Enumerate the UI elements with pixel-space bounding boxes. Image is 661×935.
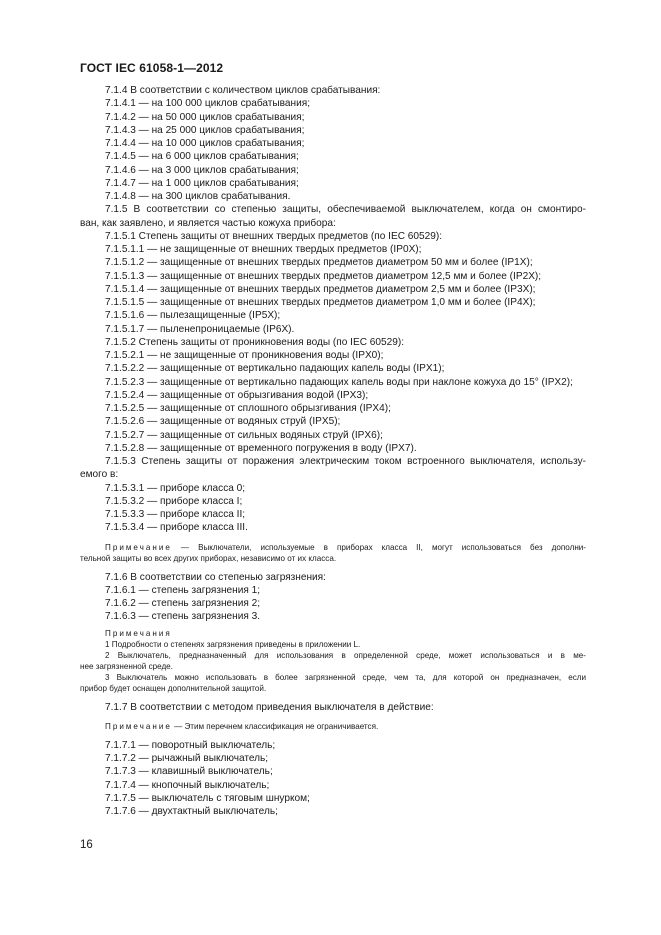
page-number: 16 <box>80 839 93 851</box>
list-item: 7.1.5.2 Степень защиты от проникновения воды (по IEC 60529): <box>105 336 405 348</box>
pollution-list <box>80 571 586 624</box>
spacer <box>80 535 586 542</box>
note-1 <box>80 542 586 564</box>
paragraph-717: 7.1.7 В соответствии с методом приведения выключателя в действие: <box>105 701 434 713</box>
note-line: 2 Выключатель, предназначенный для использования в определенной среде, может использоваться и в ме- <box>105 650 586 660</box>
paragraph-line: емого в: <box>80 469 119 481</box>
protection-list <box>80 230 586 455</box>
list-item: 7.1.6.2 — степень загрязнения 2; <box>105 598 261 609</box>
cycles-list <box>80 84 586 203</box>
list-item: 7.1.5.1.5 — защищенные от внешних твердых предметов диаметром 1,0 мм и более (IP4X); <box>105 297 536 308</box>
actuation-list <box>80 739 586 819</box>
document-header: ГОСТ IEC 61058-1—2012 <box>80 61 224 75</box>
note-label: Примечание <box>105 721 172 731</box>
list-item: 7.1.6 В соответствии со степенью загрязнения: <box>105 571 326 583</box>
paragraph-line: ван, как заявлено, и является частью кожуха прибора: <box>80 217 336 229</box>
paragraph-7153 <box>80 455 586 482</box>
list-item: 7.1.5.3.1 — приборе класса 0; <box>105 482 246 494</box>
list-item: 7.1.4.7 — на 1 000 циклов срабатывания; <box>105 177 299 189</box>
list-item: 7.1.5.3.2 — приборе класса I; <box>105 495 243 507</box>
list-item: 7.1.5.1.7 — пыленепроницаемые (IP6X). <box>105 323 295 335</box>
list-item: 7.1.5.1.2 — защищенные от внешних твердых предметов диаметром 50 мм и более (IP1X); <box>105 257 533 269</box>
list-item: 7.1.5.2.5 — защищенные от сплошного обрызгивания (IPX4); <box>105 403 391 414</box>
class-list <box>80 482 586 535</box>
note-text: — Выключатели, используемые в приборах класса II, могут использоваться без дополни- <box>180 542 587 552</box>
note-3 <box>80 721 586 732</box>
list-item: 7.1.5.3.4 — приборе класса III. <box>105 522 248 534</box>
list-item: 7.1.5.2.4 — защищенные от обрызгивания водой (IPX3); <box>105 389 369 401</box>
note-line: прибор будет оснащен дополнительной защитой. <box>80 683 267 693</box>
note-line <box>80 542 586 553</box>
list-item: 7.1.4.6 — на 3 000 циклов срабатывания; <box>105 164 299 176</box>
list-item: 7.1.6.3 — степень загрязнения 3. <box>105 611 261 623</box>
list-item: 7.1.5.2.7 — защищенные от сильных водяных струй (IPX6); <box>105 429 383 441</box>
notes-label: Примечания <box>105 628 172 638</box>
list-item: 7.1.7.6 — двухтактный выключатель; <box>105 806 278 817</box>
note-line: нее загрязненной среде. <box>80 661 173 671</box>
list-item: 7.1.5.2.3 — защищенные от вертикально падающих капель воды при наклоне кожуха до 15° (IPX2); <box>105 376 573 388</box>
list-item: 7.1.4.4 — на 10 000 циклов срабатывания; <box>105 138 305 149</box>
list-item: 7.1.4 В соответствии с количеством циклов срабатывания: <box>105 85 381 96</box>
spacer <box>80 694 586 701</box>
note-label: Примечание <box>105 542 172 552</box>
list-item: 7.1.4.8 — на 300 циклов срабатывания. <box>105 191 291 202</box>
spacer <box>80 732 586 739</box>
list-item: 7.1.6.1 — степень загрязнения 1; <box>105 584 261 596</box>
list-item: 7.1.5.2.8 — защищенные от временного погружения в воду (IPX7). <box>105 442 417 454</box>
list-item: 7.1.5.1.1 — не защищенные от внешних твердых предметов (IP0X); <box>105 244 422 255</box>
list-item: 7.1.4.1 — на 100 000 циклов срабатывания; <box>105 98 311 110</box>
note-text: — Этим перечнем классификация не ограничивается. <box>174 721 379 731</box>
list-item: 7.1.5.1 Степень защиты от внешних твердых предметов (по IEC 60529): <box>105 230 443 242</box>
list-item: 7.1.5.1.6 — пылезащищенные (IP5X); <box>105 310 281 322</box>
list-item: 7.1.7.1 — поворотный выключатель; <box>105 739 276 751</box>
list-item: 7.1.5.1.3 — защищенные от внешних твердых предметов диаметром 12,5 мм и более (IP2X); <box>105 270 542 282</box>
note-line: 1 Подробности о степенях загрязнения приведены в приложении L. <box>105 639 361 649</box>
list-item: 7.1.5.2.1 — не защищенные от проникновения воды (IPX0); <box>105 350 384 361</box>
note-line: тельной защиты во всех других приборах, независимо от их класса. <box>80 553 337 563</box>
list-item: 7.1.5.2.6 — защищенные от водяных струй (IPX5); <box>105 416 341 428</box>
list-item: 7.1.7.4 — кнопочный выключатель; <box>105 779 270 791</box>
spacer <box>80 714 586 721</box>
list-item: 7.1.4.2 — на 50 000 циклов срабатывания; <box>105 111 305 123</box>
spacer <box>80 564 586 571</box>
paragraph-715 <box>80 203 586 230</box>
list-item: 7.1.5.2.2 — защищенные от вертикально падающих капель воды (IPX1); <box>105 363 445 375</box>
list-item: 7.1.5.3.3 — приборе класса II; <box>105 509 246 520</box>
list-item: 7.1.7.2 — рычажный выключатель; <box>105 753 269 764</box>
list-item: 7.1.5.1.4 — защищенные от внешних твердых предметов диаметром 2,5 мм и более (IP3X); <box>105 283 536 295</box>
list-item: 7.1.4.3 — на 25 000 циклов срабатывания; <box>105 124 305 136</box>
paragraph-line: 7.1.5 В соответствии со степенью защиты, обеспечиваемой выключателем, когда он смонтиро- <box>105 204 586 216</box>
paragraph-line: 7.1.5.3 Степень защиты от поражения электрическим током встроенного выключателя, использу- <box>105 456 586 467</box>
list-item: 7.1.7.5 — выключатель с тяговым шнурком; <box>105 792 310 804</box>
list-item: 7.1.7.3 — клавишный выключатель; <box>105 766 273 778</box>
page-content <box>80 84 586 818</box>
notes-2 <box>80 628 586 694</box>
note-line: 3 Выключатель можно использовать в более загрязненной среде, чем та, для которой он предназначен, если <box>105 672 586 682</box>
list-item: 7.1.4.5 — на 6 000 циклов срабатывания; <box>105 151 299 163</box>
